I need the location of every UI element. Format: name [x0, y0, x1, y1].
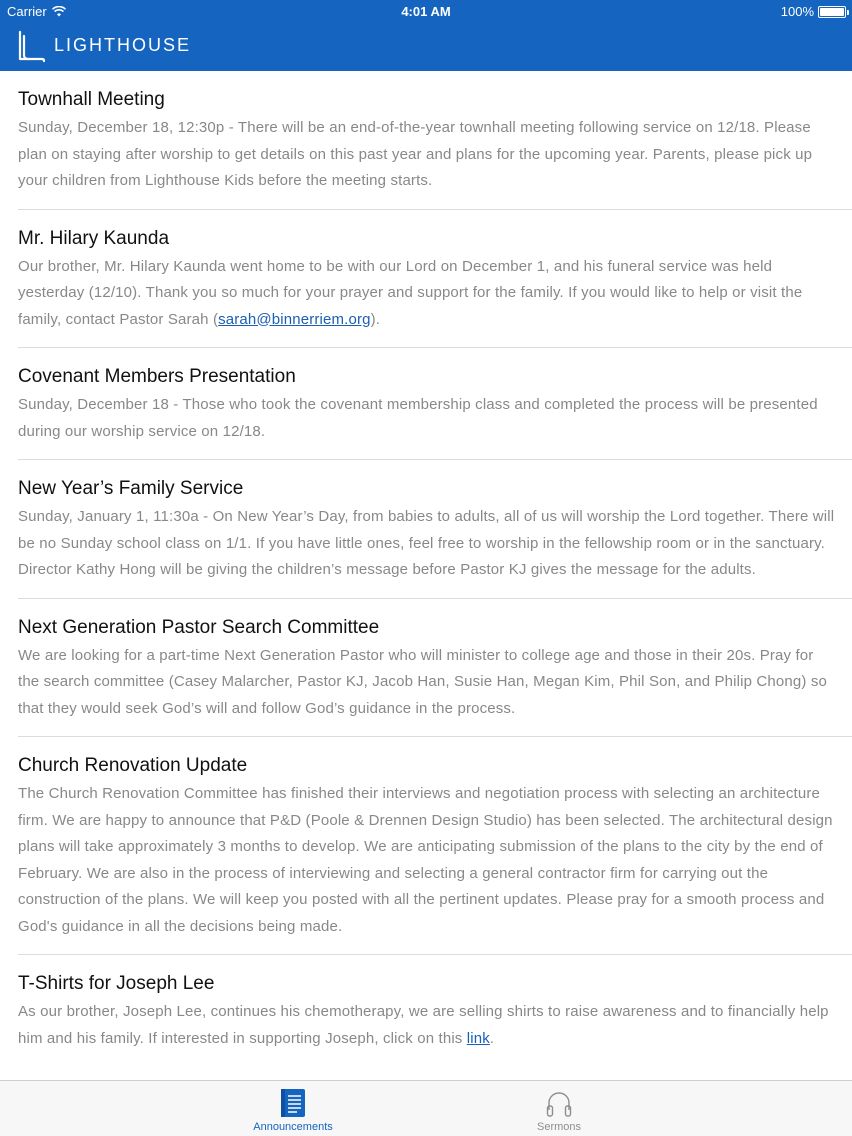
carrier-label: Carrier — [7, 4, 47, 19]
announcement-title: T-Shirts for Joseph Lee — [18, 973, 215, 994]
announcement-item[interactable] — [18, 599, 852, 738]
status-battery — [781, 4, 846, 19]
announcement-item[interactable] — [18, 348, 852, 460]
tab-announcements[interactable] — [218, 1081, 368, 1136]
tab-label-sermons: Sermons — [536, 1121, 582, 1133]
battery-icon — [818, 6, 846, 18]
announcement-item[interactable] — [18, 955, 852, 1066]
app-title: LIGHTHOUSE — [54, 35, 192, 55]
announcement-body — [18, 999, 852, 1052]
battery-percent: 100% — [780, 4, 814, 19]
announcement-item[interactable] — [18, 71, 852, 210]
app-header — [0, 0, 852, 71]
tab-label-announcements: Announcements — [253, 1121, 333, 1133]
document-list-icon — [279, 1088, 307, 1118]
tab-sermons[interactable] — [484, 1081, 634, 1136]
lighthouse-logo-icon — [17, 29, 45, 63]
email-link[interactable]: sarah@binnerriem.org — [218, 310, 371, 328]
tab-bar — [0, 1080, 852, 1136]
announcement-body-text: Our brother, Mr. Hilary Kaunda went home to be with our Lord on December 1, and his funeral service was held yesterday (12/10). Thank you so much for your prayer and support for the family. If you would like to help or visit the family, contact Pastor Sarah ( — [18, 257, 803, 328]
announcement-body: Sunday, December 18 - Those who took the covenant membership class and completed the process will be presented during our worship service on 12/18. — [18, 396, 818, 440]
announcement-item[interactable] — [18, 737, 852, 955]
announcement-item[interactable] — [18, 210, 852, 349]
status-bar — [0, 0, 852, 24]
announcement-title: Next Generation Pastor Search Committee — [18, 616, 380, 638]
announcement-title: Mr. Hilary Kaunda — [18, 227, 170, 249]
shirt-link[interactable]: link — [466, 1029, 490, 1047]
status-time: 4:01 AM — [401, 4, 451, 19]
announcement-body: We are looking for a part-time Next Generation Pastor who will minister to college age and those in their 20s. Pray for the search committee (Casey Malarcher, Pastor KJ, Jacob Han, Susie Han, Megan Kim, Phil Son, and Philip Chong) so that they would seek God’s will and follow God’s guidance in the process. — [18, 646, 827, 717]
announcement-body: Sunday, January 1, 11:30a - On New Year’s Day, from babies to adults, all of us will worship the Lord together. There will be no Sunday school class on 1/1. If you have little ones, feel free to worship in the fellowship room or in the sanctuary. Director Kathy Hong will be giving the children’s message before Pastor KJ gives the message for the adults. — [18, 508, 835, 578]
announcement-title: Covenant Members Presentation — [18, 366, 296, 387]
nav-bar — [0, 24, 852, 71]
announcement-title: New Year’s Family Service — [18, 478, 244, 499]
announcement-body: Sunday, December 18, 12:30p - There will be an end-of-the-year townhall meeting following service on 12/18. Please plan on staying after worship to get details on this past year and plans for the upcoming year. Parents, please pick up your children from Lighthouse Kids before the meeting starts. — [18, 119, 813, 189]
announcement-title: Townhall Meeting — [18, 89, 165, 110]
headphones-icon — [545, 1088, 573, 1118]
announcement-body-text: As our brother, Joseph Lee, continues his chemotherapy, we are selling shirts to raise awareness and to financially help him and his family. If interested in supporting Joseph, click on this — [18, 1003, 829, 1047]
announcement-body: The Church Renovation Committee has finished their interviews and negotiation process with selecting an architecture firm. We are happy to announce that P&D (Poole & Drennen Design Studio) has been selected. The architectural design plans will take approximately 3 months to develop. We are anticipating submission of the plans to the city by the end of February. We are also in the process of interviewing and selecting a general contractor firm for carrying out the construction of the plans. We will keep you posted with all the pertinent updates. Please pray for a smooth process and God's guidance in all the decisions being made. — [18, 785, 833, 935]
announcements-list[interactable] — [0, 71, 852, 1080]
announcement-body-text: ). — [370, 310, 381, 328]
announcement-body-text: . — [489, 1029, 495, 1047]
announcement-item[interactable] — [18, 460, 852, 599]
announcement-body — [18, 254, 852, 334]
announcement-title: Church Renovation Update — [18, 755, 248, 776]
